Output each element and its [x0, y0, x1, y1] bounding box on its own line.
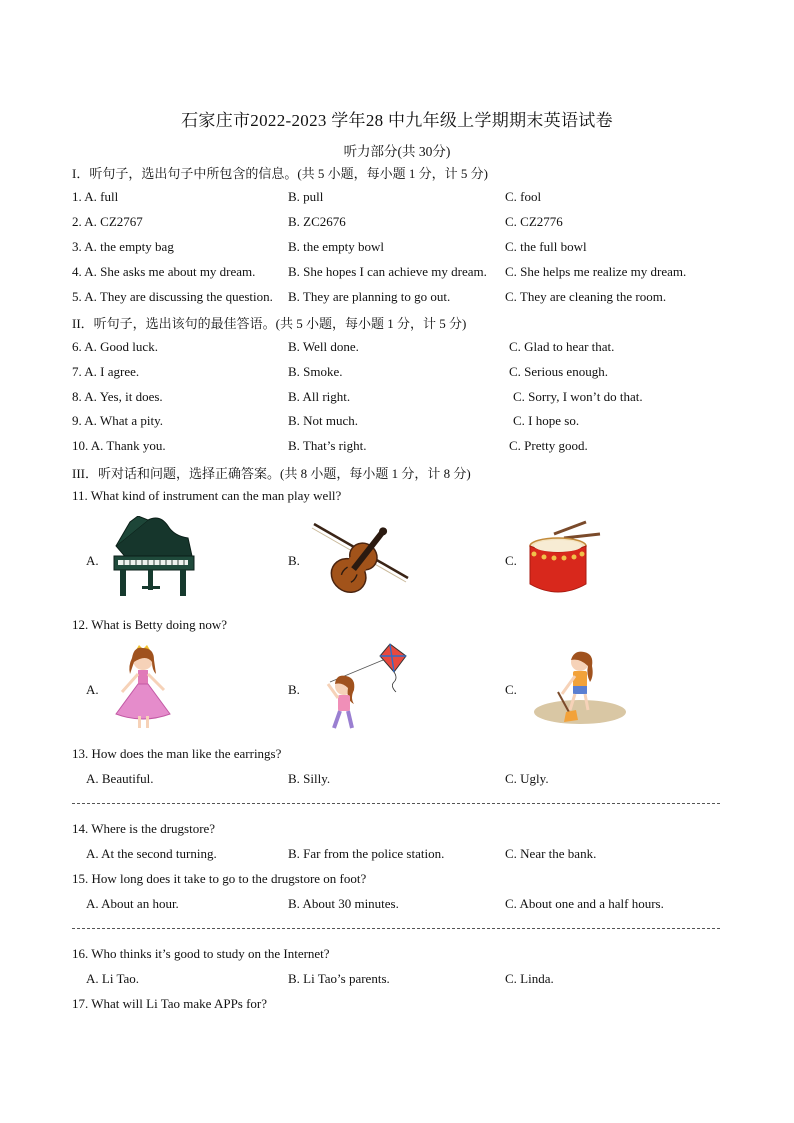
q11-option-c-label: C.: [505, 553, 517, 568]
q7-option-c: C. Serious enough.: [509, 364, 608, 379]
q12-question: 12. What is Betty doing now?: [72, 617, 228, 632]
q10-option-a: 10. A. Thank you.: [72, 438, 166, 453]
q12-option-b-label: B.: [288, 682, 300, 697]
q10-option-b: B. That’s right.: [288, 438, 367, 453]
q10-option-c: C. Pretty good.: [509, 438, 588, 453]
q16-question: 16. Who thinks it’s good to study on the Internet?: [72, 946, 330, 961]
q4-option-a: 4. A. She asks me about my dream.: [72, 264, 256, 279]
violin-icon: [304, 522, 410, 600]
q16-option-b: B. Li Tao’s parents.: [288, 971, 390, 986]
q9-option-a: 9. A. What a pity.: [72, 413, 163, 428]
q15-question: 15. How long does it take to go to the drugstore on foot?: [72, 871, 367, 886]
q11-option-a-label: A.: [86, 553, 99, 568]
q13-option-a: A. Beautiful.: [86, 771, 154, 786]
q2-option-b: B. ZC2676: [288, 214, 346, 229]
q15-option-a: A. About an hour.: [86, 896, 179, 911]
q1-option-b: B. pull: [288, 189, 324, 204]
q11-option-b-label: B.: [288, 553, 300, 568]
q2-option-a: 2. A. CZ2767: [72, 214, 143, 229]
q7-option-b: B. Smoke.: [288, 364, 343, 379]
q4-option-b: B. She hopes I can achieve my dream.: [288, 264, 487, 279]
q5-option-c: C. They are cleaning the room.: [505, 289, 667, 304]
q12-option-a-label: A.: [86, 682, 99, 697]
q8-option-a: 8. A. Yes, it does.: [72, 389, 163, 404]
dashed-divider: [72, 803, 720, 804]
q14-option-c: C. Near the bank.: [505, 846, 597, 861]
q11-question: 11. What kind of instrument can the man play well?: [72, 488, 342, 503]
q9-option-b: B. Not much.: [288, 413, 359, 428]
q8-option-b: B. All right.: [288, 389, 351, 404]
q16-option-a: A. Li Tao.: [86, 971, 140, 986]
q13-option-c: C. Ugly.: [505, 771, 549, 786]
section-2-heading: II．听句子，选出该句的最佳答语。(共 5 小题，每小题 1 分，计 5 分): [72, 316, 467, 331]
q6-option-b: B. Well done.: [288, 339, 359, 354]
q3-option-c: C. the full bowl: [505, 239, 587, 254]
q14-question: 14. Where is the drugstore?: [72, 821, 216, 836]
q5-option-a: 5. A. They are discussing the question.: [72, 289, 273, 304]
section-3-heading: III．听对话和问题，选择正确答案。(共 8 小题，每小题 1 分，计 8 分): [72, 466, 471, 481]
q3-option-a: 3. A. the empty bag: [72, 239, 174, 254]
q16-option-c: C. Linda.: [505, 971, 554, 986]
piano-icon: [108, 516, 200, 598]
q13-question: 13. How does the man like the earrings?: [72, 746, 282, 761]
drum-icon: [524, 518, 604, 598]
q1-option-c: C. fool: [505, 189, 542, 204]
q12-option-c-label: C.: [505, 682, 517, 697]
q5-option-b: B. They are planning to go out.: [288, 289, 451, 304]
page-title: 石家庄市2022-2023 学年28 中九年级上学期期末英语试卷: [181, 111, 613, 130]
q1-option-a: 1. A. full: [72, 189, 119, 204]
q15-option-b: B. About 30 minutes.: [288, 896, 399, 911]
q14-option-b: B. Far from the police station.: [288, 846, 445, 861]
section-1-heading: I．听句子，选出句子中所包含的信息。(共 5 小题，每小题 1 分，计 5 分): [72, 166, 488, 181]
q4-option-c: C. She helps me realize my dream.: [505, 264, 687, 279]
q13-option-b: B. Silly.: [288, 771, 331, 786]
page-subtitle: 听力部分(共 30分): [343, 144, 451, 159]
q6-option-c: C. Glad to hear that.: [509, 339, 615, 354]
kite-girl-icon: [310, 642, 416, 736]
q8-option-c: C. Sorry, I won’t do that.: [513, 389, 643, 404]
q7-option-a: 7. A. I agree.: [72, 364, 140, 379]
q14-option-a: A. At the second turning.: [86, 846, 217, 861]
dashed-divider: [72, 928, 720, 929]
q17-question: 17. What will Li Tao make APPs for?: [72, 996, 268, 1011]
q9-option-c: C. I hope so.: [513, 413, 580, 428]
q15-option-c: C. About one and a half hours.: [505, 896, 664, 911]
q6-option-a: 6. A. Good luck.: [72, 339, 158, 354]
dancing-girl-icon: [112, 644, 174, 734]
q3-option-b: B. the empty bowl: [288, 239, 385, 254]
q2-option-c: C. CZ2776: [505, 214, 563, 229]
sweeping-girl-icon: [528, 648, 628, 728]
